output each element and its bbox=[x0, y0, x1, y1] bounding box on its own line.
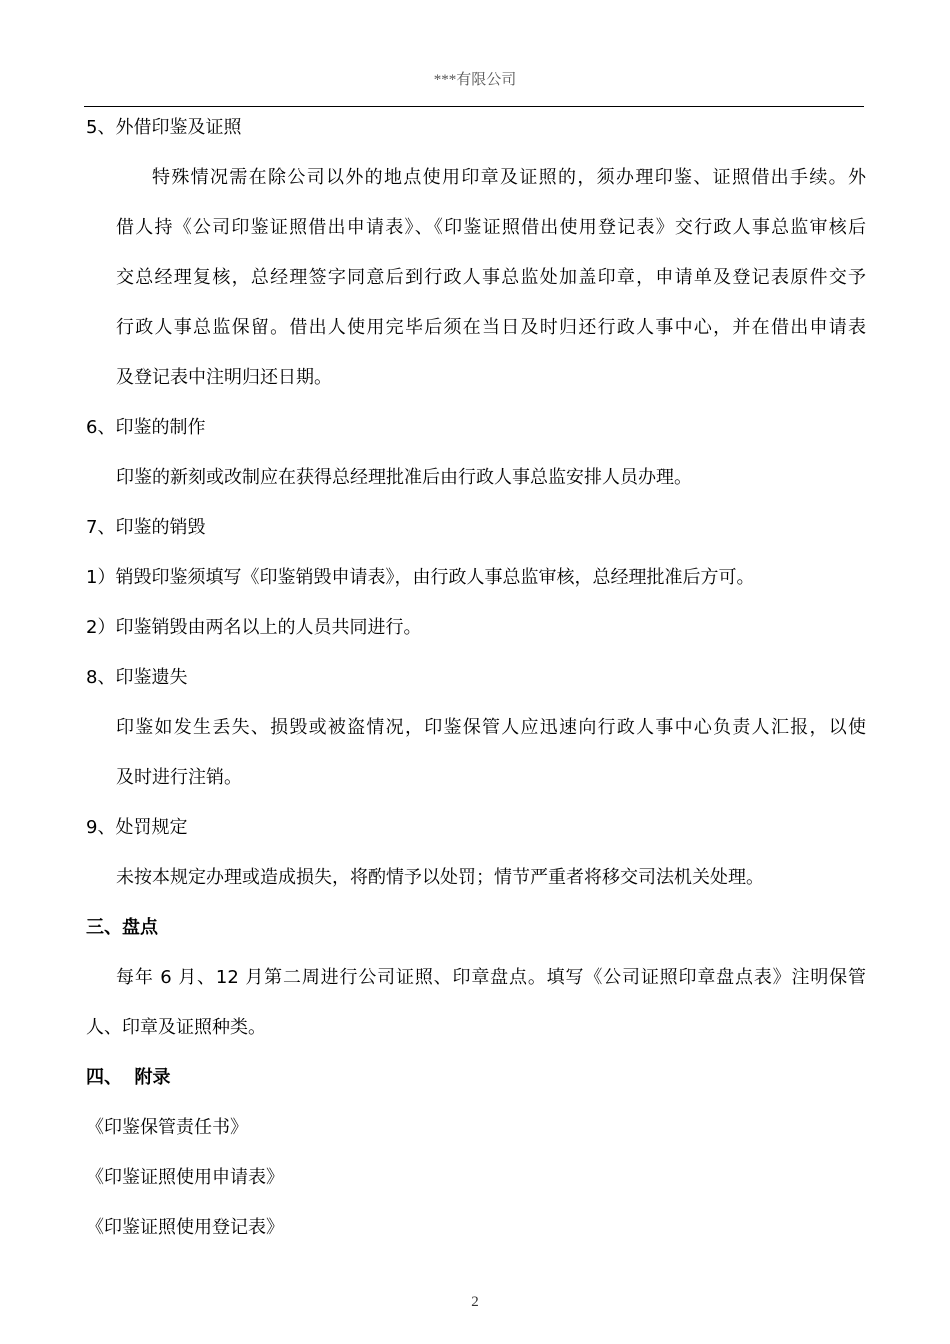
section-8-paragraph-line-2: 及时进行注销。 bbox=[116, 767, 242, 788]
section-8-paragraph-line-1: 印鉴如发生丢失、损毁或被盗情况，印鉴保管人应迅速向行政人事中心负责人汇报，以使 bbox=[116, 717, 866, 738]
section-7-item-1: 1）销毁印鉴须填写《印鉴销毁申请表》，由行政人事总监审核，总经理批准后方可。 bbox=[86, 567, 755, 588]
page-number: 2 bbox=[471, 1294, 479, 1310]
section-5-paragraph-line-3: 交总经理复核，总经理签字同意后到行政人事总监处加盖印章，申请单及登记表原件交予 bbox=[116, 267, 866, 288]
page-header: ***有限公司 bbox=[433, 72, 517, 88]
appendix-item: 《印鉴证照使用登记表》 bbox=[86, 1217, 284, 1238]
section-5-paragraph-line-5: 及登记表中注明归还日期。 bbox=[116, 367, 332, 388]
appendix-item: 《印鉴证照使用申请表》 bbox=[86, 1167, 284, 1188]
section-8-title: 8、印鉴遗失 bbox=[86, 667, 188, 688]
section-5-paragraph-line-4: 行政人事总监保留。借出人使用完毕后须在当日及时归还行政人事中心，并在借出申请表 bbox=[116, 317, 866, 338]
section-6-paragraph: 印鉴的新刻或改制应在获得总经理批准后由行政人事总监安排人员办理。 bbox=[116, 467, 692, 488]
part-3-paragraph-line-2: 人、印章及证照种类。 bbox=[86, 1017, 266, 1038]
document-body bbox=[86, 103, 866, 1253]
section-5-title: 5、外借印鉴及证照 bbox=[86, 117, 242, 138]
section-9-paragraph: 未按本规定办理或造成损失，将酌情予以处罚；情节严重者将移交司法机关处理。 bbox=[116, 867, 764, 888]
part-4-heading: 四、 附录 bbox=[86, 1067, 171, 1088]
section-6-title: 6、印鉴的制作 bbox=[86, 417, 206, 438]
section-9-title: 9、处罚规定 bbox=[86, 817, 188, 838]
section-7-title: 7、印鉴的销毁 bbox=[86, 517, 206, 538]
part-3-paragraph-line-1: 每年 6 月、12 月第二周进行公司证照、印章盘点。填写《公司证照印章盘点表》注明保管 bbox=[116, 967, 866, 988]
part-3-heading: 三、盘点 bbox=[86, 917, 158, 938]
section-5-paragraph-line-2: 借人持《公司印鉴证照借出申请表》、《印鉴证照借出使用登记表》交行政人事总监审核后 bbox=[116, 217, 866, 238]
appendix-item: 《印鉴保管责任书》 bbox=[86, 1117, 248, 1138]
section-5-paragraph-line-1: 特殊情况需在除公司以外的地点使用印章及证照的，须办理印鉴、证照借出手续。外 bbox=[152, 167, 866, 188]
section-7-item-2: 2）印鉴销毁由两名以上的人员共同进行。 bbox=[86, 617, 422, 638]
